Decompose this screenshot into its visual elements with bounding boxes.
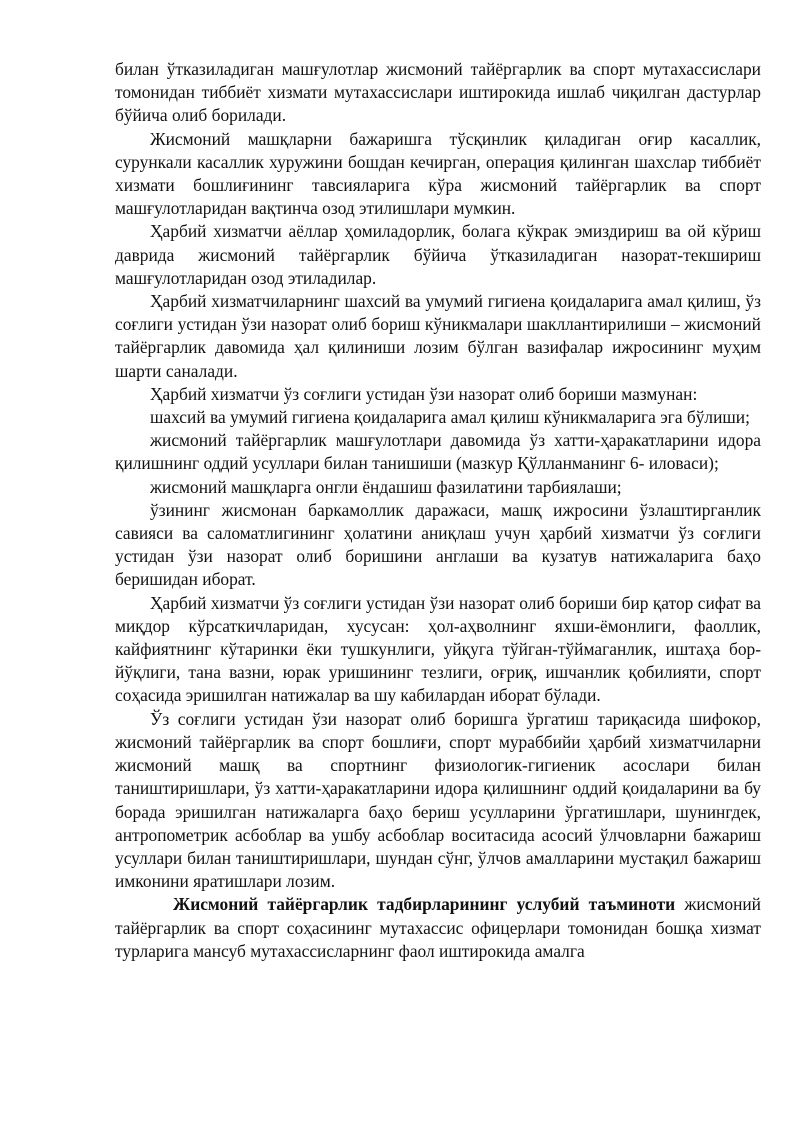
bold-heading-phrase: Жисмоний тайёргарлик тадбирларининг услубий таъминоти bbox=[173, 894, 676, 915]
list-item-4: ўзининг жисмонан баркамоллик даражаси, машқ ижросини ўзлаштирганлик савияси ва саломатлигининг ҳолатини аниқлаш учун ҳарбий хизматчи ўз соғлиги устидан ўзи назорат олиб боришини англаши ва кузатув натижаларига баҳо беришидан иборат. bbox=[115, 499, 761, 590]
paragraph-1: билан ўтказиладиган машғулотлар жисмоний тайёргарлик ва спорт мутахассислари томонидан тиббиёт хизмати мутахассислари иштирокида ишлаб чиқилган дастурлар бўйича олиб борилади. bbox=[115, 59, 761, 126]
paragraph-6: Ҳарбий хизматчи ўз соғлиги устидан ўзи назорат олиб бориши бир қатор сифат ва миқдор кўрсаткичларидан, хусусан: ҳол-аҳволнинг яхши-ёмонлиги, фаоллик, кайфиятнинг кўтаринки ёки тушкунлиги, уйқуга тўйган-тўймаганлик, иштаҳа бор-йўқлиги, тана вазни, юрак уришининг тезлиги, оғриқ, ишчанлик қобилияти, спорт соҳасида эришилган натижалар ва шу кабилардан иборат бўлади. bbox=[115, 592, 761, 706]
paragraph-2: Жисмоний машқларни бажаришга тўсқинлик қиладиган оғир касаллик, сурункали касаллик хуружини бошдан кечирган, операция қилинган шахслар тиббиёт хизмати бошлиғининг тавсияларига кўра жисмоний тайёргарлик ва спорт машғулотларидан вақтинча озод этилишлари мумкин. bbox=[115, 128, 761, 219]
list-item-2: жисмоний тайёргарлик машғулотлари давомида ўз хатти-ҳаракатларини идора қилишнинг оддий усуллари билан танишиши (мазкур Қўлланманинг 6- иловаси); bbox=[115, 430, 761, 474]
paragraph-5: Ҳарбий хизматчи ўз соғлиги устидан ўзи назорат олиб бориши мазмунан: bbox=[150, 383, 698, 404]
document-page bbox=[115, 58, 761, 963]
paragraph-3: Ҳарбий хизматчи аёллар ҳомиладорлик, болага кўкрак эмиздириш ва ой кўриш даврида жисмоний тайёргарлик бўйича ўтказиладиган назорат-текшириш машғулотларидан озод этиладилар. bbox=[115, 221, 761, 288]
paragraph-8-text: жисмоний тайёргарлик ва спорт соҳасининг мутахассис офицерлари томонидан бошқа хизмат турларига мансуб мутахассисларнинг фаол иштирокида амалга bbox=[115, 894, 761, 961]
paragraph-8 bbox=[115, 893, 761, 963]
list-item-3: жисмоний машқларга онгли ёндашиш фазилатини тарбиялаши; bbox=[150, 476, 622, 497]
paragraph-4: Ҳарбий хизматчиларнинг шахсий ва умумий гигиена қоидаларига амал қилиш, ўз соғлиги устидан ўзи назорат олиб бориш кўникмалари шакллантирилиши – жисмоний тайёргарлик давомида ҳал қилиниши лозим бўлган вазифалар ижросининг муҳим шарти саналади. bbox=[115, 291, 761, 381]
list-item-1: шахсий ва умумий гигиена қоидаларига амал қилиш кўникмаларига эга бўлиши; bbox=[150, 407, 750, 428]
paragraph-7: Ўз соғлиги устидан ўзи назорат олиб боришга ўргатиш тариқасида шифокор, жисмоний тайёргарлик ва спорт бошлиғи, спорт мураббийи ҳарбий хизматчиларни жисмоний машқ ва спортнинг физиологик-гигиеник асослари билан таништиришлари, ўз хатти-ҳаракатларини идора қилишнинг оддий қоидаларини ва бу борада эришилган натижаларга баҳо бериш усулларини ўргатишлари, шунингдек, антропометрик асбоблар ва ушбу асбоблар воситасида асосий ўлчовларни бажариш усуллари билан таништиришлари, шундан сўнг, ўлчов амалларини мустақил бажариш имконини яратишлари лозим. bbox=[115, 708, 761, 892]
